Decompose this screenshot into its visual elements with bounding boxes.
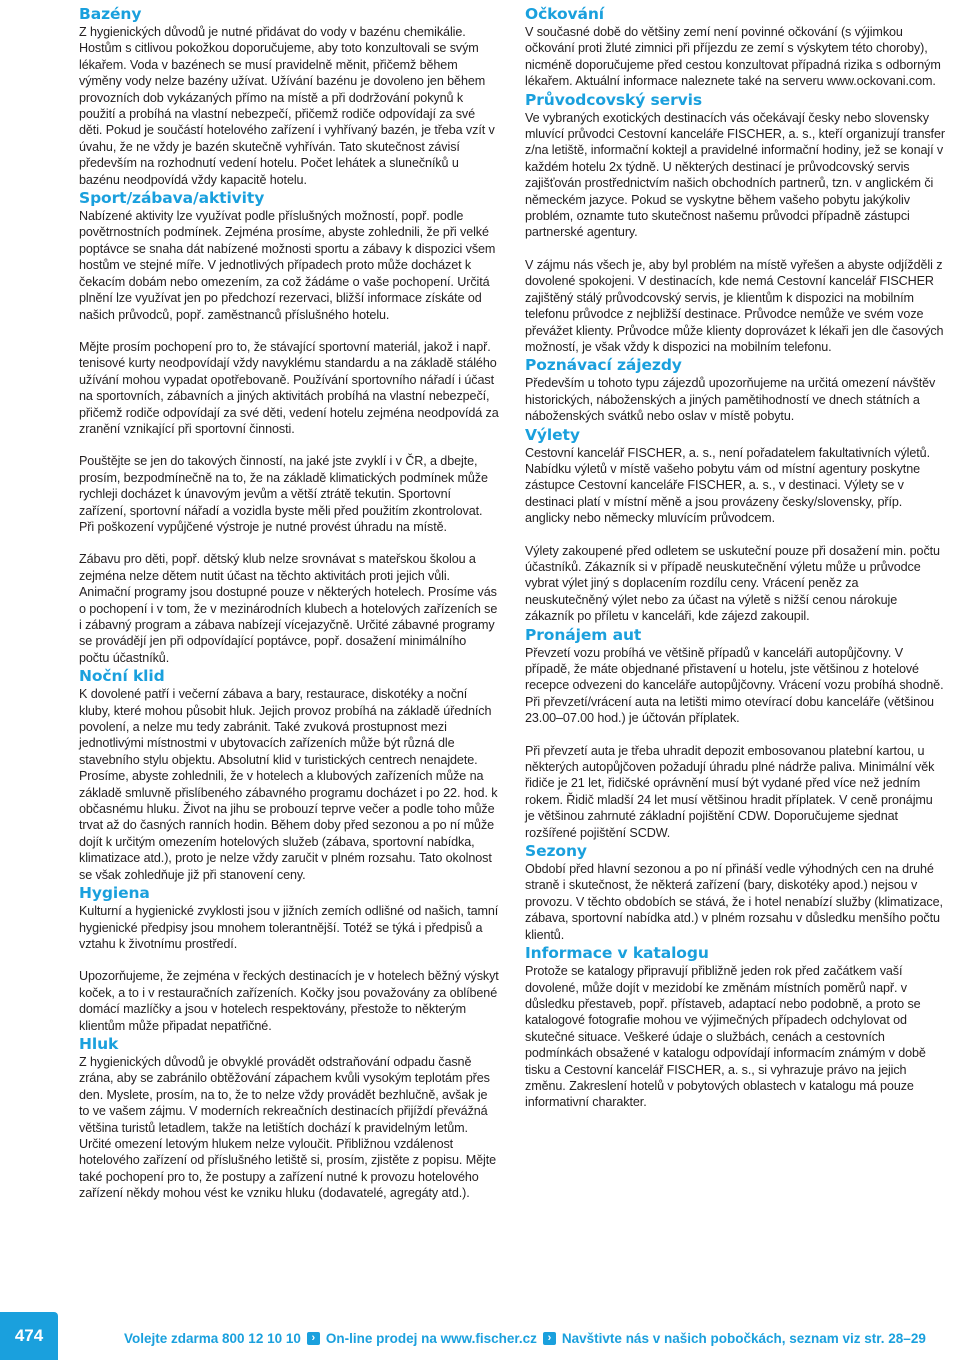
section-heading: Hygiena: [79, 884, 150, 903]
section-paragraph: Nabízené aktivity lze využívat podle příslušných možností, popř. podle povětrnostních podmínek. Zejména prosíme, abyste zohlednili, že při velké poptávce se snaha dát nabízené možnosti sportu a zábavy k dispozici všem hostům ve stejné míře. V jednotlivých případech proto může docházet k čekacím dobám nebo omezením, za což žádáme o vaše pochopení. Určitá plnění lze využívat jen po předchozí rezervaci, bližší informace získáte od našich průvodců, popř. zaměstnanců příslušného hotelu.: [79, 209, 496, 322]
section-paragraph: Při převzetí auta je třeba uhradit depozit embosovanou platební kartou, u některých autopůjčoven požadují úhradu plné nádrže paliva. Minimální věk řidiče je 21 let, řidičské oprávnění musí být vydané před více než jedním rokem. Řidič mladší 24 let musí většinou hradit příplatek. V ceně pronájmu je většinou zahrnuté základní pojištění CDW. Doporučujeme sjednat rozšířené pojištění SCDW.: [525, 743, 935, 840]
section-bazeny: [79, 4, 499, 188]
section-paragraph: Z hygienických důvodů je nutné přidávat do vody v bazénu chemikálie. Hostům s citlivou pokožkou doporučujeme, aby toto konzultovali se svým lékařem. Voda v bazénech se musí pravidelně měnit, přičemž během výměny vody nelze bazény užívat. Užívání bazénu je dovoleno jen během provozních dob vykázaných přímo na místě a při dodržování pokynů k použití a probíhá na vlastní nebezpečí, přičemž rodiče odpovídají za své děti. Pokud je součástí hotelového zařízení i vyhřívaný bazén, je třeba vzít v úvahu, že ne vždy je bazén skutečně vyhříván. Tato skutečnost závisí především na rozhodnutí vedení hotelu. Počet lehátek a slunečníků u bazénu neodpovídá vždy kapacitě hotelu.: [79, 25, 495, 187]
page-number-badge: [0, 1312, 58, 1360]
section-heading: Pronájem aut: [525, 625, 642, 644]
section-nocni-klid: [79, 666, 499, 883]
section-paragraph: Kulturní a hygienické zvyklosti jsou v jižních zemích odlišné od našich, tamní hygienické předpisy jsou mnohem tolerantnější. Totéž se týká i předpisů a vztahu k životnímu prostředí.: [79, 904, 499, 951]
section-heading: Bazény: [79, 5, 142, 23]
footer-branches: Navštivte nás v našich pobočkách, seznam viz str. 28–29: [561, 1331, 926, 1346]
left-column: [79, 4, 499, 1202]
section-heading: Hluk: [79, 1034, 119, 1053]
footer-contact-line: [124, 1331, 926, 1346]
section-sport: [79, 188, 499, 666]
section-paragraph: Pouštějte se jen do takových činností, na jaké jste zvyklí i v ČR, a dbejte, prosím, bezpodmínečně na to, že na základě klimatických podmínek může rychleji docházet k únavovým jevům a větší ztrátě tekutin. Sportovní zařízení, sportovní nářadí a vozidla byste měli před použitím zkontrolovat. Při poškození vypůjčené výstroje je nutné provést úhradu na místě.: [79, 454, 488, 534]
section-heading: Noční klid: [79, 667, 165, 686]
section-paragraph: Převzetí vozu probíhá ve většině případů v kanceláři autopůjčovny. V případě, že máte objednané přistavení u hotelu, jste většinou z hotelové recepce odvezeni do kanceláře autopůjčovny. Vrácení vozu probíhá shodně. Při převzetí/vrácení auta na letišti mimo otevírací dobu kanceláře (většinou 23.00–07.00 hod.) je účtován příplatek.: [525, 645, 944, 726]
section-paragraph: Protože se katalogy připravují přibližně jeden rok před začátkem vaší dovolené, může dojít v mezidobí ke změnám místních poměrů např. v důsledku přestaveb, popř. přístaveb, adaptací nebo podobně, a proto se katalogové fotografie mohou ve výjimečných případech odchylovat od skutečné situace. Veškeré údaje o službách, cenách a cestovních podmínkách obsažené v katalogu odpovídají informacím známým v době tisku a Cestovní kancelář FISCHER, a. s., si vyhrazuje právo na jejich změnu. Zakreslení hotelů v pobytových oblastech v katalogu má pouze informativní charakter.: [525, 964, 926, 1110]
section-paragraph: Mějte prosím pochopení pro to, že stávající sportovní materiál, jakož i např. tenisové kurty neodpovídají vždy navyklému standardu a na základě stálého užívání mohou vypadat opotřebovaně. Používání sportovního nářadí i účast na sportovních, zábavních a jiných aktivitách probíhá na vlastní nebezpečí, přičemž rodiče odpovídají za své děti, vedení hotelu zejména neodpovídá za zranění vznikající při sportovní činnosti.: [79, 339, 499, 436]
section-paragraph: V současné době do většiny zemí není povinné očkování (s výjimkou očkování proti žluté zimnici při příjezdu ze zemí s výskytem této choroby), nicméně doporučujeme před cestou konzultovat případná rizika s odborným lékařem. Aktuální informace naleznete také na serveru www.ockovani.com.: [525, 25, 941, 89]
section-sezony: [525, 841, 945, 943]
section-paragraph: Upozorňujeme, že zejména v řeckých destinacích je v hotelech běžný výskyt koček, a to i v restauračních zařízeních. Kočky jsou považovány za oblíbené domácí mazlíčky a jsou v hotelech respektovány, přestože to některým klientům může připadat nepatřičné.: [79, 969, 499, 1033]
section-pronajem-aut: [525, 625, 945, 841]
section-paragraph: V zájmu nás všech je, aby byl problém na místě vyřešen a abyste odjížděli z dovolené spokojeni. V destinacích, kde nemá Cestovní kancelář FISCHER zajištěný stálý průvodcovský servis, je klientům k dispozici na mobilním telefonu průvodce z nejbližší destinace. Průvodce nemůže ve svém voze převážet klienty. Průvodce může klienty doprovázet k lékaři jen dle časových možností, je však vždy k dispozici na mobilním telefonu.: [525, 257, 944, 354]
footer-online-shop-link[interactable]: On-line prodej na www.fischer.cz: [325, 1331, 537, 1346]
chevron-right-icon: ›: [307, 1332, 320, 1345]
section-pruvodcovsky-servis: [525, 90, 945, 356]
section-paragraph: K dovolené patří i večerní zábava a bary, restaurace, diskotéky a noční kluby, které mohou působit hluk. Jejich provoz probíhá na základě úředních povolení, a nelze mu tedy zabránit. Také zvuková prostupnost mezi jednotlivými místnostmi v ubytovacích zařízeních může být různá dle stavebního stylu objektu. Absolutní klid v turistických centrech nenajdete. Prosíme, abyste zohlednili, že v hotelech a klubových zařízeních může na základě smluvně přislíbeného zábavného programu docházet i po 22. hod. k občasnému hluku. Život na jihu se probouzí teprve večer a podle toho může trvat až do časných ranních hodin. Během doby před sezonou a po ní může dojít k určitým omezením hotelových služeb (zábava, sportovní nabídka, klimatizace atd.), proto je nelze vždy zaručit v plném rozsahu. Tato okolnost se však zohledňuje již při stanovení ceny.: [79, 687, 498, 882]
right-column: [525, 4, 945, 1111]
section-vylety: [525, 425, 945, 625]
section-heading: Průvodcovský servis: [525, 90, 702, 109]
section-heading: Očkování: [525, 5, 605, 23]
section-paragraph: Výlety zakoupené před odletem se uskuteční pouze při dosažení min. počtu účastníků. Zákazník si v případě neuskutečnění výletu může u průvodce vybrat výlet jiný s doplacením rozdílu ceny. Vrácení peněz za neuskutečněný výlet nebo za účast na výletě s nižší cenou nárokuje zákazník po příletu v kanceláři, kde zájezd zakoupil.: [525, 543, 940, 624]
section-ockovani: [525, 4, 945, 90]
section-informace-v-katalogu: [525, 943, 945, 1111]
section-paragraph: Z hygienických důvodů je obvyklé provádět odstraňování odpadu časně zrána, aby se zabránilo obtěžování zápachem kvůli vysokým teplotám přes den. Myslete, prosím, na to, že to nelze vždy provádět bezhlučně, avšak je to ve vašem zájmu. V moderních rekreačních destinacích přijíždí převážná většina turistů letadlem, takže na letištích dochází k pravidelným letům. Určité omezení letovým hlukem nelze vyloučit. Přibližnou vzdálenost hotelového zařízení od příslušného letiště si, prosím, zjistěte z popisu. Mějte také pochopení pro to, že postupy a zařízení nutné k provozu hotelového zařízení někdy mohou vést ke vzniku hluku (dodavatelé, agregáty atd.).: [79, 1054, 497, 1201]
page-number: 474: [14, 1326, 44, 1345]
section-paragraph: Cestovní kancelář FISCHER, a. s., není pořadatelem fakultativních výletů. Nabídku výletů v místě vašeho pobytu vám od místní agentury poskytne zástupce Cestovní kanceláře FISCHER, a. s., v destinaci. Výlety se v destinaci platí v místní měně a jsou provázeny česky/slovensky, příp. anglicky nebo německy mluvícím průvodcem.: [525, 445, 930, 526]
section-poznavaci-zajezdy: [525, 355, 945, 424]
section-paragraph: Zábavu pro děti, popř. dětský klub nelze srovnávat s mateřskou školou a zejména nelze dětem nutit účast na těchto aktivitách proti jejich vůli. Animační programy jsou dostupné pouze v některých hotelech. Prosíme vás o pochopení i v tom, že v mezinárodních klubech a hotelových zařízeních se i zábavný program a zábava nabízejí vícejazyčně. Určité zábavné programy se provádějí jen při odpovídající poptávce, popř. dosažení minimálního počtu účastníků.: [79, 552, 498, 665]
section-heading: Informace v katalogu: [525, 944, 709, 963]
section-paragraph: Ve vybraných exotických destinacích vás očekávají česky nebo slovensky mluvící průvodci Cestovní kanceláře FISCHER, a. s., kteří organizují transfer z/na letiště, informační koktejl a pravidelné informační hodiny, jež se konají v každém hotelu 2x týdně. U některých destinací je průvodcovský servis zajišťován prostřednictvím našich obchodních partnerů, tzn. v anglickém či německém jazyce. Pokud se vyskytne během vašeho pobytu jakýkoliv problém, oznamte tuto skutečnost našemu průvodci případně zástupci partnerské agentury.: [525, 110, 945, 240]
section-hygiena: [79, 883, 499, 1034]
section-heading: Výlety: [525, 425, 580, 444]
section-heading: Poznávací zájezdy: [525, 356, 682, 375]
section-paragraph: Období před hlavní sezonou a po ní přináší vedle výhodných cen na druhé straně i skutečnost, že některá zařízení (bary, diskotéky apod.) nejsou v provozu. V těchto obdobích se stává, že i hotel nenabízí služby (klimatizace, zábava, sportovní nabídka atd.) v plném rozsahu v důsledku menšího počtu klientů.: [525, 862, 943, 942]
chevron-right-icon: ›: [543, 1332, 556, 1345]
section-paragraph: Především u tohoto typu zájezdů upozorňujeme na určitá omezení návštěv historických, náboženských a jiných pamětihodností ve dnech státních a náboženských svátků nebo oslav v místě pobytu.: [525, 376, 936, 424]
section-heading: Sport/zábava/aktivity: [79, 189, 265, 208]
section-heading: Sezony: [525, 842, 587, 861]
footer-phone: Volejte zdarma 800 12 10 10: [124, 1331, 301, 1346]
section-hluk: [79, 1034, 499, 1202]
